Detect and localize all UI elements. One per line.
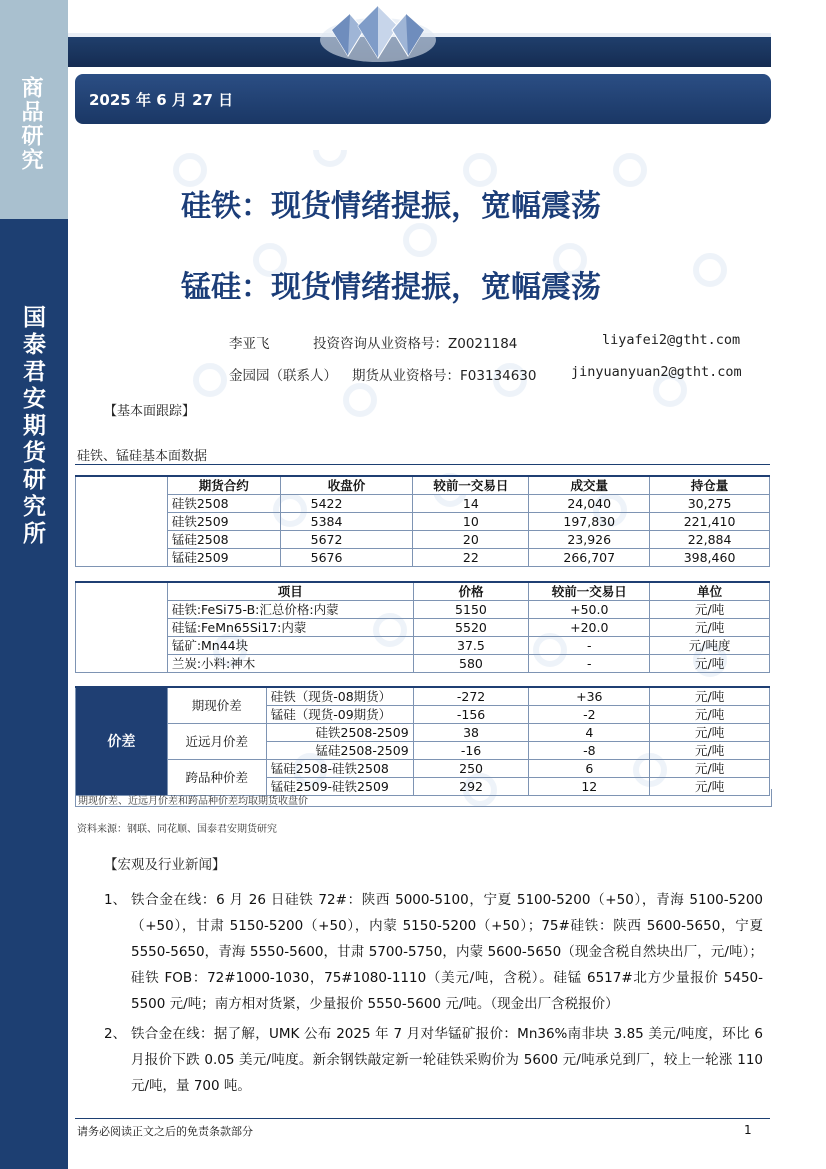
news-2-number: 2、 [104, 1026, 127, 1042]
table-cell: 锰硅2508 [167, 531, 280, 549]
table-cell: 22 [413, 549, 529, 567]
diamond-logo-icon [318, 0, 438, 66]
table-cell: 38 [413, 724, 529, 742]
table-cell: 元/吨度 [650, 637, 770, 655]
author-1-email[interactable]: liyafei2@gtht.com [602, 332, 741, 348]
futures-header-cell: 期货合约 [167, 476, 280, 495]
table-cell: 5150 [413, 601, 529, 619]
spread-table [75, 686, 770, 796]
sidebar-top-label: 商品研究 [18, 76, 44, 172]
author-2-license: 期货从业资格号：F03134630 [352, 368, 537, 384]
table-cell: 元/吨 [650, 601, 770, 619]
table-cell: 锰硅2509-硅铁2509 [266, 778, 413, 796]
table-cell: 硅锰:FeMn65Si17:内蒙 [167, 619, 413, 637]
table-row [76, 495, 770, 513]
title-silicomanganese: 锰硅：现货情绪提振，宽幅震荡 [181, 270, 601, 305]
table-cell: 398,460 [650, 549, 770, 567]
table-cell: 292 [413, 778, 529, 796]
author-2-name: 金园园（联系人） [229, 368, 337, 384]
spot-category: 现货 [76, 582, 168, 673]
table-row [76, 601, 770, 619]
table-row [76, 724, 770, 742]
table-cell: 6 [529, 760, 650, 778]
table-cell: 5520 [413, 619, 529, 637]
table-cell: 22,884 [650, 531, 770, 549]
table-cell: 元/吨 [650, 619, 770, 637]
table-cell: 元/吨 [650, 655, 770, 673]
table-cell: 锰硅2509 [167, 549, 280, 567]
table-cell: 元/吨 [650, 742, 770, 760]
sidebar-bottom-label: 国泰君安期货研究所 [19, 305, 46, 548]
author-1-license: 投资咨询从业资格号：Z0021184 [313, 336, 518, 352]
title-ferrosilicon: 硅铁：现货情绪提振，宽幅震荡 [181, 189, 601, 224]
table-cell: - [529, 637, 650, 655]
table-cell: 12 [529, 778, 650, 796]
spot-header-cell: 项目 [167, 582, 413, 601]
table-cell: 硅铁（现货-08期货） [266, 687, 413, 706]
news-1-text: 铁合金在线：6 月 26 日硅铁 72#：陕西 5000-5100，宁夏 5100-5200（+50），青海 5100-5200（+50），甘肃 5150-5200（+50），内蒙 5150-5200（+50）；75#硅铁：陕西 5600-5650，宁夏 5550-5650，青海 5550-5600，甘肃 5700-5750，内蒙 5600-5650（现金含税自然块出厂，元/吨）；硅铁 FOB：72#1000-1030，75#1080-1110（美元/吨，含税）。硅锰 6517#北方少量报价 5450-5500 元/吨；南方相对货紧，少量报价 5550-5600 元/吨。（现金出厂含税报价） [131, 892, 763, 1012]
table-cell: 266,707 [529, 549, 650, 567]
futures-table [75, 475, 770, 567]
table-cell: - [529, 655, 650, 673]
futures-header-cell: 持仓量 [650, 476, 770, 495]
table-cell: 30,275 [650, 495, 770, 513]
page-number: 1 [744, 1123, 752, 1137]
table-cell: 硅铁:FeSi75-B:汇总价格:内蒙 [167, 601, 413, 619]
sidebar-bottom-band [0, 219, 68, 1169]
footer-disclaimer[interactable]: 请务必阅读正文之后的免责条款部分 [77, 1125, 253, 1138]
spot-table [75, 581, 770, 673]
section-macro-news: 【宏观及行业新闻】 [104, 857, 226, 873]
table-cell: 元/吨 [650, 724, 770, 742]
spread-category: 价差 [76, 687, 168, 796]
table-note-box [75, 789, 772, 807]
table-title: 硅铁、锰硅基本面数据 [77, 449, 208, 464]
table-cell: 4 [529, 724, 650, 742]
table-cell: 5676 [280, 549, 413, 567]
spot-header-cell: 较前一交易日 [529, 582, 650, 601]
spread-group-label: 期现价差 [167, 687, 266, 724]
futures-header-cell: 成交量 [529, 476, 650, 495]
table-cell: 锰硅（现货-09期货） [266, 706, 413, 724]
sidebar-top-band [0, 0, 68, 219]
footer-rule [75, 1118, 770, 1119]
report-date: 2025 年 6 月 27 日 [89, 91, 234, 109]
table-cell: -272 [413, 687, 529, 706]
table-cell: 元/吨 [650, 778, 770, 796]
table-cell: 兰炭:小料:神木 [167, 655, 413, 673]
futures-category: 期货 [76, 476, 168, 567]
spread-group-label: 跨品种价差 [167, 760, 266, 796]
table-cell: +50.0 [529, 601, 650, 619]
futures-header-cell: 收盘价 [280, 476, 413, 495]
table-cell: 197,830 [529, 513, 650, 531]
table-row [76, 549, 770, 567]
table-row [76, 619, 770, 637]
table-cell: 元/吨 [650, 687, 770, 706]
spot-header-cell: 单位 [650, 582, 770, 601]
table-row [76, 760, 770, 778]
table-cell: 23,926 [529, 531, 650, 549]
futures-header-row [76, 476, 770, 495]
author-2-email[interactable]: jinyuanyuan2@gtht.com [571, 364, 742, 380]
table-cell: 元/吨 [650, 706, 770, 724]
table-cell: 221,410 [650, 513, 770, 531]
table-cell: -2 [529, 706, 650, 724]
table-cell: 14 [413, 495, 529, 513]
data-source: 资料来源：钢联、同花顺、国泰君安期货研究 [77, 824, 277, 835]
news-1-number: 1、 [104, 892, 127, 908]
author-1-name: 李亚飞 [229, 336, 270, 352]
table-cell: 10 [413, 513, 529, 531]
table-cell: 元/吨 [650, 760, 770, 778]
table-row [76, 513, 770, 531]
table-cell: 5672 [280, 531, 413, 549]
table-title-rule [75, 464, 770, 465]
futures-header-cell: 较前一交易日 [413, 476, 529, 495]
table-cell: 5422 [280, 495, 413, 513]
table-cell: 250 [413, 760, 529, 778]
table-row [76, 655, 770, 673]
table-cell: 20 [413, 531, 529, 549]
table-cell: +20.0 [529, 619, 650, 637]
spread-group-label: 近远月价差 [167, 724, 266, 760]
table-cell: 580 [413, 655, 529, 673]
table-row [76, 687, 770, 706]
table-cell: 24,040 [529, 495, 650, 513]
table-note: 期现价差、近远月价差和跨品种价差均取期货收盘价 [78, 796, 308, 807]
table-cell: +36 [529, 687, 650, 706]
table-cell: 锰硅2508-硅铁2508 [266, 760, 413, 778]
table-cell: -16 [413, 742, 529, 760]
table-cell: 硅铁2509 [167, 513, 280, 531]
table-row [76, 531, 770, 549]
table-cell: -156 [413, 706, 529, 724]
spot-header-cell: 价格 [413, 582, 529, 601]
news-2-text: 铁合金在线：据了解，UMK 公布 2025 年 7 月对华锰矿报价：Mn36%南非块 3.85 美元/吨度，环比 6 月报价下跌 0.05 美元/吨度。新余钢铁敲定新一轮硅铁采购价为 5600 元/吨承兑到厂，较上一轮涨 110 元/吨，量 700 吨。 [131, 1026, 763, 1094]
table-cell: 37.5 [413, 637, 529, 655]
table-cell: 锰硅2508-2509 [266, 742, 413, 760]
spot-header-row [76, 582, 770, 601]
table-cell: 5384 [280, 513, 413, 531]
section-fundamentals: 【基本面跟踪】 [104, 404, 196, 419]
table-cell: 锰矿:Mn44块 [167, 637, 413, 655]
table-row [76, 637, 770, 655]
table-cell: 硅铁2508-2509 [266, 724, 413, 742]
table-cell: -8 [529, 742, 650, 760]
table-cell: 硅铁2508 [167, 495, 280, 513]
